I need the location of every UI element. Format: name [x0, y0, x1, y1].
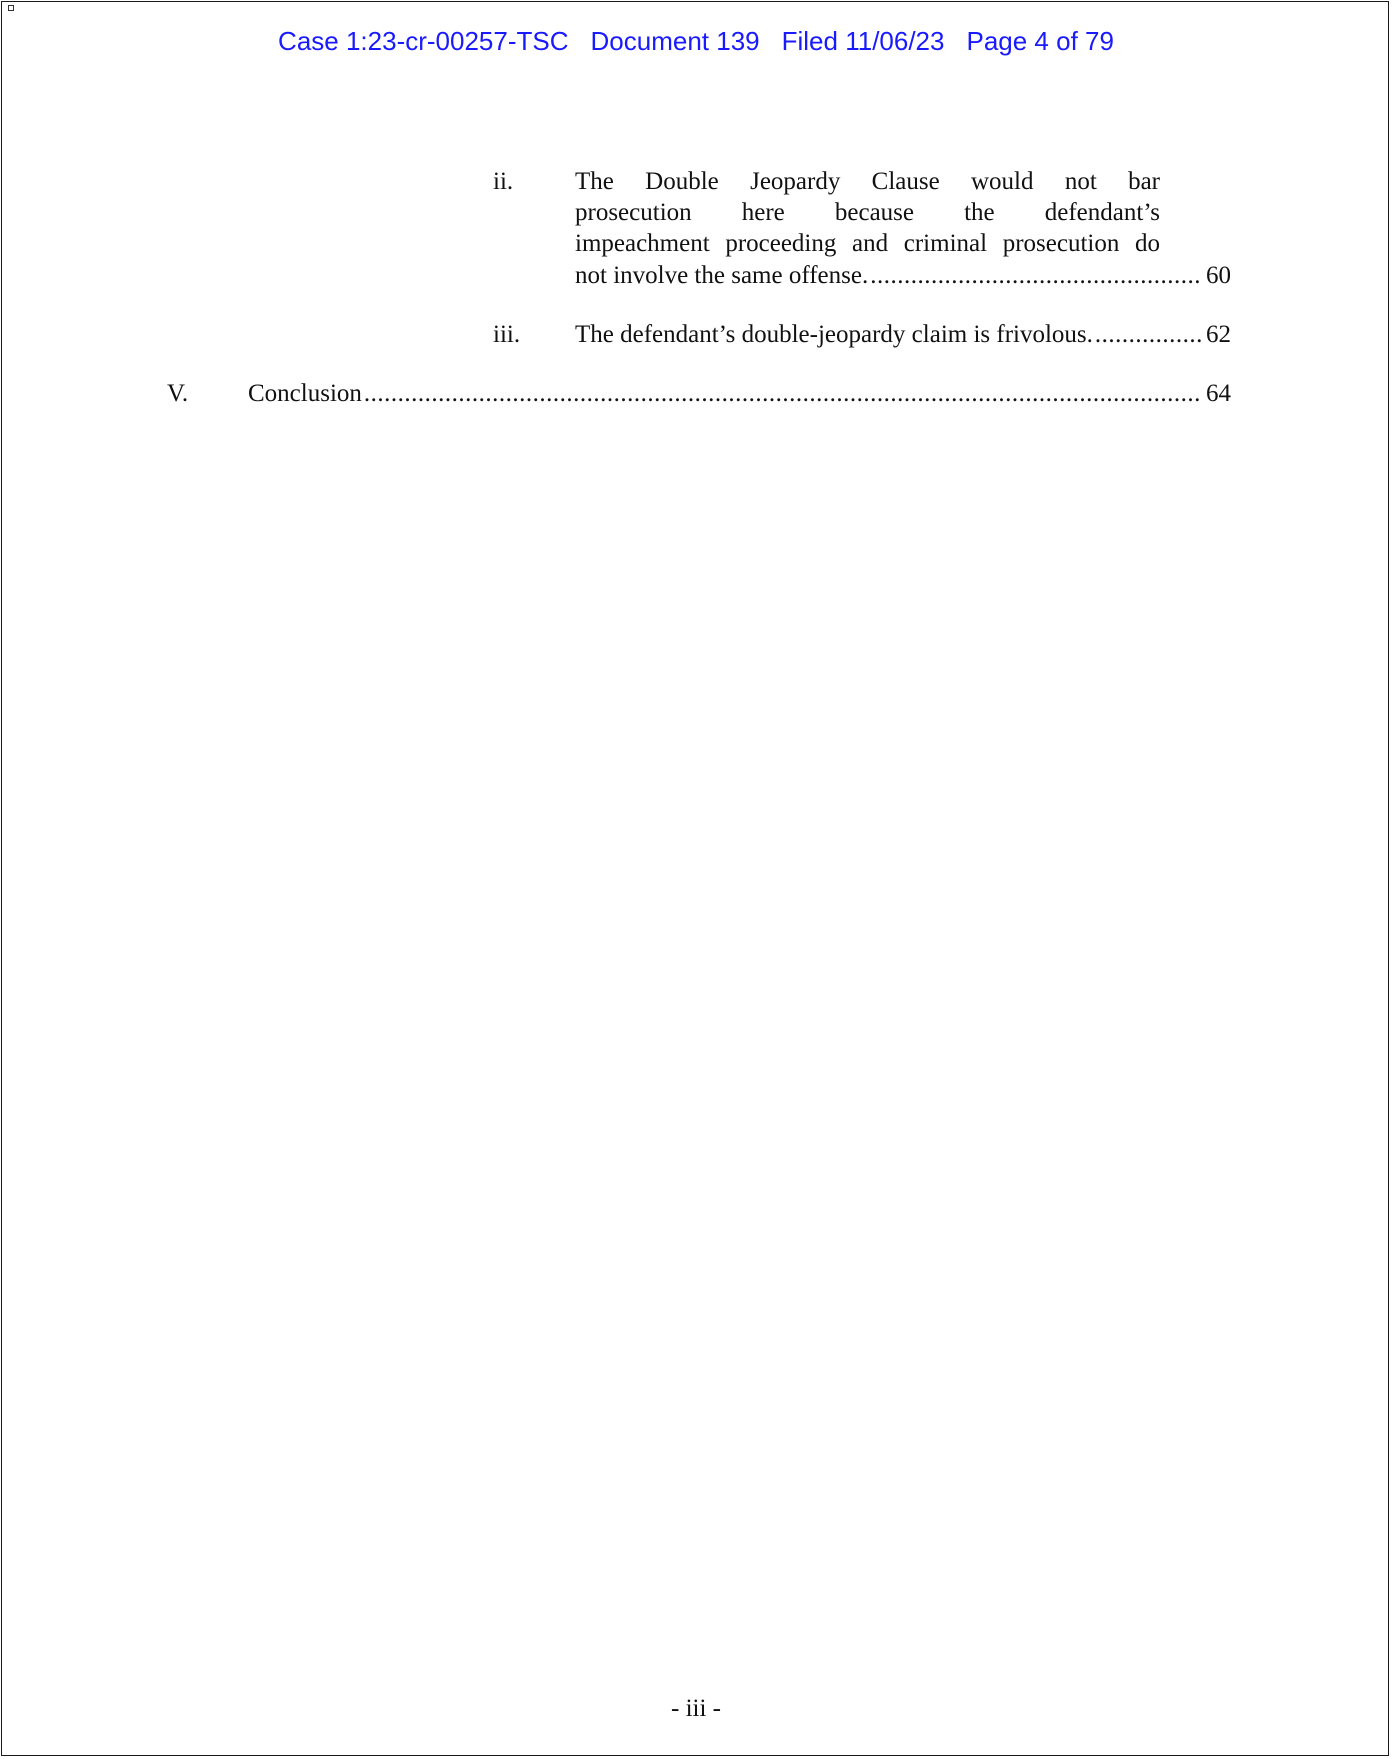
toc-entry-number: ii. — [493, 168, 514, 195]
toc-page-number: 60 — [1206, 262, 1231, 289]
toc-entry-line: not involve the same offense. — [575, 262, 869, 289]
toc-entry-number: iii. — [493, 321, 521, 348]
dot-leader — [1095, 319, 1202, 350]
document-number: Document 139 — [590, 26, 760, 56]
toc-page-number: 62 — [1206, 321, 1231, 348]
toc-section-number: V. — [167, 380, 189, 407]
toc-entry-heading — [575, 166, 1160, 259]
toc-entry-line: prosecution here because the defendant’s — [575, 199, 1160, 226]
case-number: Case 1:23-cr-00257-TSC — [278, 26, 569, 56]
filed-date: Filed 11/06/23 — [781, 26, 945, 56]
page-footer-number: - iii - — [671, 1695, 721, 1722]
toc-entry-text: The defendant’s double-jeopardy claim is frivolous. — [575, 321, 1093, 348]
table-of-contents — [2, 2, 1390, 1757]
toc-entry-line: impeachment proceeding and criminal prosecution do — [575, 230, 1160, 257]
toc-page-number: 64 — [1206, 380, 1231, 407]
dot-leader — [870, 260, 1202, 291]
dot-leader — [364, 378, 1202, 409]
toc-entry-heading — [575, 319, 1231, 350]
toc-section-heading — [248, 378, 1231, 409]
toc-entry-line: The Double Jeopardy Clause would not bar — [575, 168, 1160, 195]
toc-entry-last-line — [575, 260, 1231, 291]
document-page — [1, 1, 1389, 1756]
page-indicator: Page 4 of 79 — [966, 26, 1114, 56]
toc-entry-text: Conclusion — [248, 380, 362, 407]
